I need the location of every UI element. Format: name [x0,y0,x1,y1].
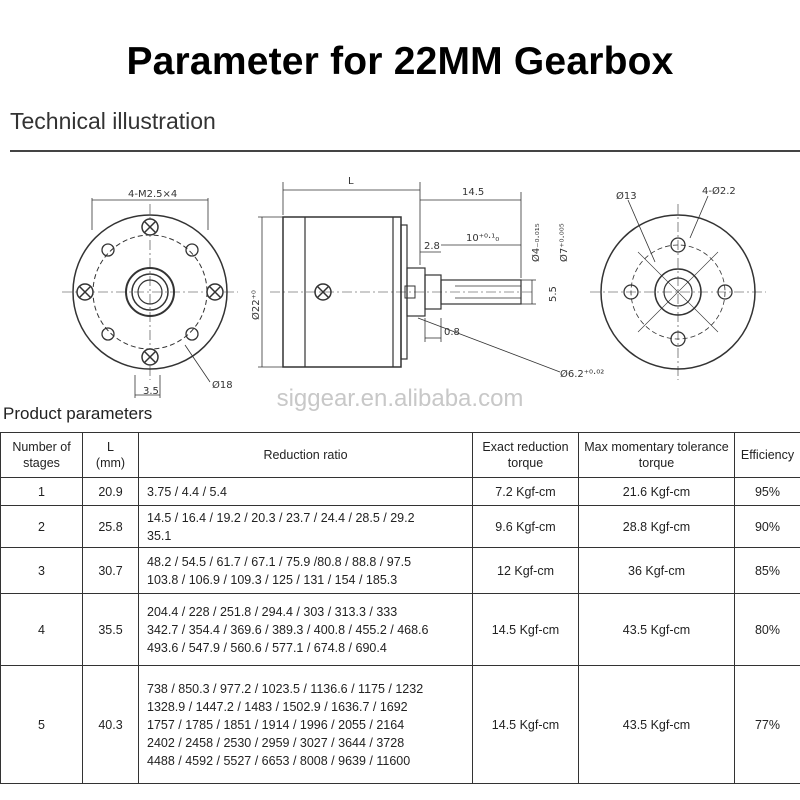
table-row [1,548,800,594]
ratio-line: 103.8 / 106.9 / 109.3 / 125 / 131 / 154 / 185.3 [147,572,398,587]
front-thread-label: 4-M2.5×4 [128,189,178,200]
cell-exact-torque: 12 Kgf-cm [473,548,579,594]
cell-length: 40.3 [83,666,139,784]
side-dim-5-5: 5.5 [548,286,559,302]
cell-length: 20.9 [83,478,139,506]
cell-exact-torque: 7.2 Kgf-cm [473,478,579,506]
header-length-l: L [107,440,114,454]
cell-efficiency: 80% [735,594,800,666]
cell-exact-torque: 14.5 Kgf-cm [473,594,579,666]
cell-max-torque: 28.8 Kgf-cm [579,506,735,548]
cell-exact-torque: 9.6 Kgf-cm [473,506,579,548]
side-dim-10: 10⁺⁰·¹₀ [466,233,500,244]
header-ratio: Reduction ratio [139,433,473,478]
table-row [1,478,800,506]
cell-stages: 1 [1,478,83,506]
header-length [83,433,139,478]
rear-hole-label: 4-Ø2.2 [702,186,736,197]
cell-efficiency: 77% [735,666,800,784]
cell-length: 25.8 [83,506,139,548]
table-header-row [1,433,800,478]
technical-drawing [0,155,800,405]
side-dim-2-8: 2.8 [424,241,440,252]
cell-stages: 3 [1,548,83,594]
side-dim-04: Ø4₋₀.₀₁₅ [531,223,542,262]
header-stages: Number of stages [1,433,83,478]
cell-stages: 4 [1,594,83,666]
ratio-line: 35.1 [147,528,172,543]
side-dim-L: L [348,176,354,187]
cell-max-torque: 43.5 Kgf-cm [579,666,735,784]
cell-stages: 5 [1,666,83,784]
cell-ratio [139,478,473,506]
watermark: siggear.en.alibaba.com [276,385,524,412]
ratio-line: 1328.9 / 1447.2 / 1483 / 1502.9 / 1636.7 / 1692 [147,699,408,714]
ratio-line: 342.7 / 354.4 / 369.6 / 389.3 / 400.8 / 455.2 / 468.6 [147,622,429,637]
cell-ratio [139,506,473,548]
cell-stages: 2 [1,506,83,548]
front-dim-3-5: 3.5 [143,386,159,397]
cell-max-torque: 36 Kgf-cm [579,548,735,594]
rear-view [590,196,766,380]
cell-efficiency: 90% [735,506,800,548]
cell-length: 30.7 [83,548,139,594]
cell-length: 35.5 [83,594,139,666]
side-dim-07: Ø7⁺⁰·⁰⁰⁵ [559,223,570,262]
rear-dim-13: Ø13 [616,191,637,202]
header-efficiency: Efficiency [735,433,800,478]
ratio-line: 204.4 / 228 / 251.8 / 294.4 / 303 / 313.3 / 333 [147,604,398,619]
side-dim-14-5: 14.5 [462,187,485,198]
header-exact-torque: Exact reduction torque [473,433,579,478]
ratio-line: 2402 / 2458 / 2530 / 2959 / 3027 / 3644 / 3728 [147,735,405,750]
ratio-line: 493.6 / 547.9 / 560.6 / 577.1 / 674.8 / 690.4 [147,640,387,655]
technical-illustration-heading: Technical illustration [10,108,216,134]
cell-max-torque: 43.5 Kgf-cm [579,594,735,666]
header-max-torque: Max momentary tolerance torque [579,433,735,478]
header-length-unit: (mm) [95,456,126,470]
side-dim-22: Ø22⁺⁰ [251,290,262,320]
side-dim-0-8: 0.8 [444,327,460,338]
cell-exact-torque: 14.5 Kgf-cm [473,666,579,784]
parameters-table [0,432,800,784]
ratio-line: 3.75 / 4.4 / 5.4 [147,484,227,499]
cell-ratio [139,594,473,666]
table-row [1,594,800,666]
ratio-line: 4488 / 4592 / 5527 / 6653 / 8008 / 9639 / 11600 [147,753,411,768]
cell-ratio [139,548,473,594]
side-dim-6-2: Ø6.2⁺⁰·⁰² [560,369,605,380]
front-view [62,198,238,398]
cell-max-torque: 21.6 Kgf-cm [579,478,735,506]
product-parameters-heading: Product parameters [3,404,153,423]
front-dim-18: Ø18 [212,380,233,391]
ratio-line: 738 / 850.3 / 977.2 / 1023.5 / 1136.6 / 1175 / 1232 [147,681,424,696]
ratio-line: 48.2 / 54.5 / 61.7 / 67.1 / 75.9 /80.8 / 88.8 / 97.5 [147,554,412,569]
cell-ratio [139,666,473,784]
ratio-line: 14.5 / 16.4 / 19.2 / 20.3 / 23.7 / 24.4 / 28.5 / 29.2 [147,510,415,525]
cell-efficiency: 85% [735,548,800,594]
page-title: Parameter for 22MM Gearbox [126,40,674,83]
table-row [1,666,800,784]
ratio-line: 1757 / 1785 / 1851 / 1914 / 1996 / 2055 / 2164 [147,717,405,732]
section-divider [10,150,800,152]
cell-efficiency: 95% [735,478,800,506]
side-view [258,182,560,372]
table-row [1,506,800,548]
